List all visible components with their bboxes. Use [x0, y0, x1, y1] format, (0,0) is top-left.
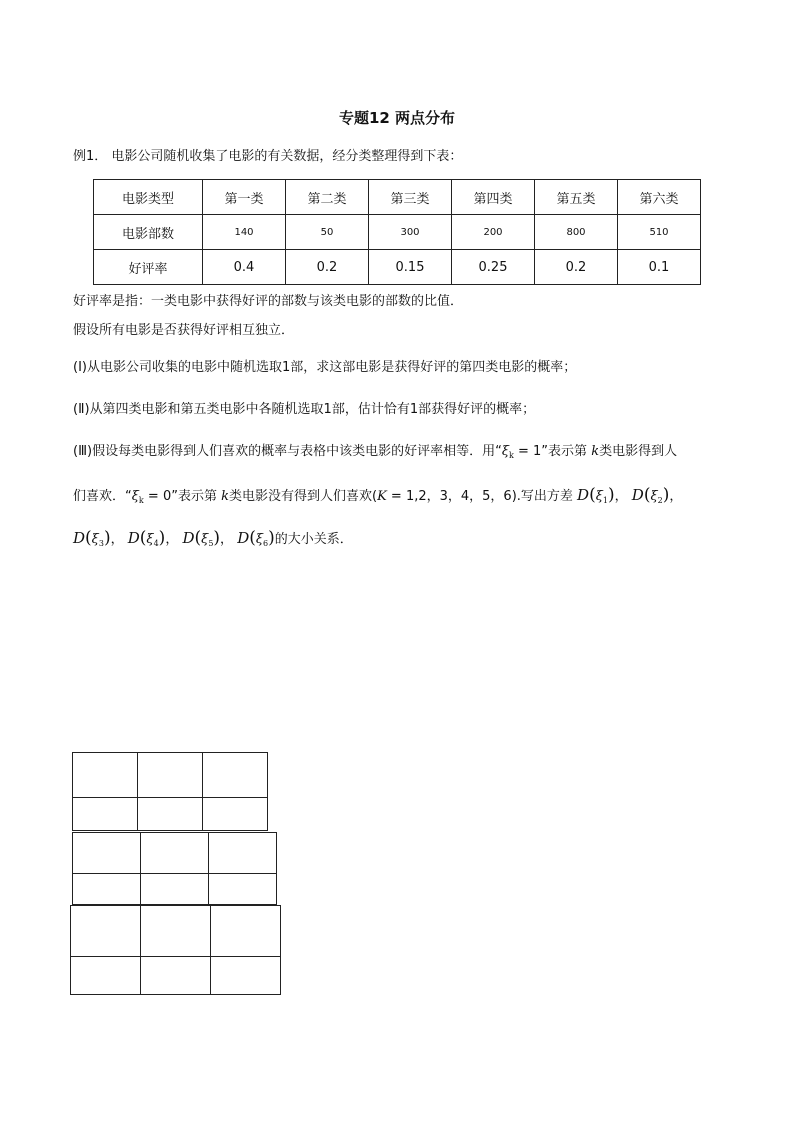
table-row — [73, 833, 277, 874]
grid-cell — [211, 957, 281, 995]
q3-text: 们喜欢．“ — [73, 489, 132, 504]
q3-text: = 1”表示第 — [513, 444, 588, 459]
grid-cell — [203, 753, 268, 798]
xi-symbol: ξ — [501, 444, 510, 459]
grid-cell — [209, 874, 277, 905]
grid-cell — [138, 798, 203, 831]
note-definition: 好评率是指：一类电影中获得好评的部数与该类电影的部数的比值． — [73, 294, 464, 309]
page-title: 专题12 两点分布 — [338, 109, 456, 127]
q3-text: 的大小关系． — [274, 532, 353, 547]
xi-subscript: 2 — [657, 496, 663, 505]
xi-subscript: 5 — [208, 539, 214, 548]
xi-symbol: ξ — [255, 532, 264, 547]
question-3-line-3: $D(\xi_3)$， $D(\xi_4)$， $D(\xi_5)$， $D(\xi_6)$的大小关系． — [73, 528, 353, 548]
xi-subscript: 4 — [153, 539, 159, 548]
grid-cell — [203, 798, 268, 831]
k-symbol: k — [591, 444, 600, 459]
variance-D: D — [631, 486, 644, 504]
movie-data-table — [93, 179, 701, 285]
q3-text: 类电影得到人 — [599, 444, 678, 459]
table-cell: 140 — [203, 215, 286, 250]
variance-D: D — [127, 529, 140, 547]
table-row — [94, 180, 701, 215]
question-3-line-2: 们喜欢．“$\xi_k = 0$”表示第 k类电影没有得到人们喜欢(K = 1,2，3，4，5，6).写出方差 $D(\xi_1)$， $D(\xi_2)$， — [73, 485, 683, 505]
table-cell: 电影类型 — [94, 180, 203, 215]
k-symbol: k — [221, 489, 229, 504]
variance-D: D — [237, 529, 250, 547]
question-3-line-1 — [73, 443, 677, 465]
xi-subscript: 6 — [263, 539, 269, 548]
grid-cell — [73, 798, 138, 831]
table-cell: 0.15 — [369, 250, 452, 285]
grid-cell — [141, 874, 209, 905]
table-cell: 200 — [452, 215, 535, 250]
grid-cell — [73, 753, 138, 798]
xi-symbol: ξ — [201, 532, 209, 547]
table-cell: 第四类 — [452, 180, 535, 215]
table-row — [73, 874, 277, 905]
grid-cell — [141, 906, 211, 957]
table-row — [94, 250, 701, 285]
xi-subscript: 3 — [98, 539, 104, 548]
table-cell: 第六类 — [618, 180, 701, 215]
table-cell: 800 — [535, 215, 618, 250]
variance-D: D — [73, 529, 86, 547]
q3-text: = 0”表示第 — [143, 489, 217, 504]
table-cell: 第五类 — [535, 180, 618, 215]
table-cell: 300 — [369, 215, 452, 250]
grid-cell — [141, 957, 211, 995]
table-cell: 0.2 — [286, 250, 369, 285]
variance-D: D — [577, 486, 590, 504]
empty-grid-1 — [72, 752, 268, 831]
grid-cell — [141, 833, 209, 874]
separator: ， — [220, 532, 234, 547]
grid-cell — [73, 874, 141, 905]
k-subscript: k — [509, 451, 514, 460]
grid-cell — [211, 906, 281, 957]
table-cell: 0.25 — [452, 250, 535, 285]
question-2: (Ⅱ)从第四类电影和第五类电影中各随机选取1部，估计恰有1部获得好评的概率； — [73, 402, 536, 417]
grid-cell — [138, 753, 203, 798]
xi-subscript: 1 — [602, 496, 608, 505]
table-row — [71, 906, 281, 957]
table-row — [94, 215, 701, 250]
grid-cell — [71, 957, 141, 995]
table-row — [73, 753, 268, 798]
note-independence: 假设所有电影是否获得好评相互独立． — [73, 323, 295, 338]
empty-grid-2 — [72, 832, 277, 905]
xi-symbol: ξ — [131, 489, 139, 504]
variance-D: D — [182, 529, 195, 547]
table-cell: 0.4 — [203, 250, 286, 285]
question-1: (Ⅰ)从电影公司收集的电影中随机选取1部，求这部电影是获得好评的第四类电影的概率； — [73, 360, 577, 375]
table-row — [71, 957, 281, 995]
table-cell: 电影部数 — [94, 215, 203, 250]
grid-cell — [73, 833, 141, 874]
q3-text: (Ⅲ)假设每类电影得到人们喜欢的概率与表格中该类电影的好评率相等．用“ — [73, 444, 502, 459]
table-cell: 好评率 — [94, 250, 203, 285]
xi-symbol: ξ — [595, 489, 603, 504]
separator: ， — [110, 532, 124, 547]
table-cell: 第一类 — [203, 180, 286, 215]
empty-grid-3 — [70, 905, 281, 995]
separator: ， — [165, 532, 179, 547]
grid-cell — [71, 906, 141, 957]
table-cell: 510 — [618, 215, 701, 250]
xi-symbol: ξ — [146, 532, 154, 547]
xi-symbol: ξ — [650, 489, 658, 504]
xi-symbol: ξ — [91, 532, 99, 547]
table-cell: 0.1 — [618, 250, 701, 285]
K-symbol: K — [377, 489, 387, 504]
table-cell: 第三类 — [369, 180, 452, 215]
table-cell: 第二类 — [286, 180, 369, 215]
separator: ， — [669, 489, 683, 504]
separator: ， — [614, 489, 628, 504]
grid-cell — [209, 833, 277, 874]
table-cell: 50 — [286, 215, 369, 250]
example-intro: 例1． 电影公司随机收集了电影的有关数据，经分类整理得到下表： — [73, 149, 463, 164]
table-cell: 0.2 — [535, 250, 618, 285]
table-row — [73, 798, 268, 831]
k-subscript: k — [138, 496, 144, 505]
q3-text: = 1,2，3，4，5，6).写出方差 — [386, 489, 573, 504]
q3-text: 类电影没有得到人们喜欢( — [228, 489, 378, 504]
